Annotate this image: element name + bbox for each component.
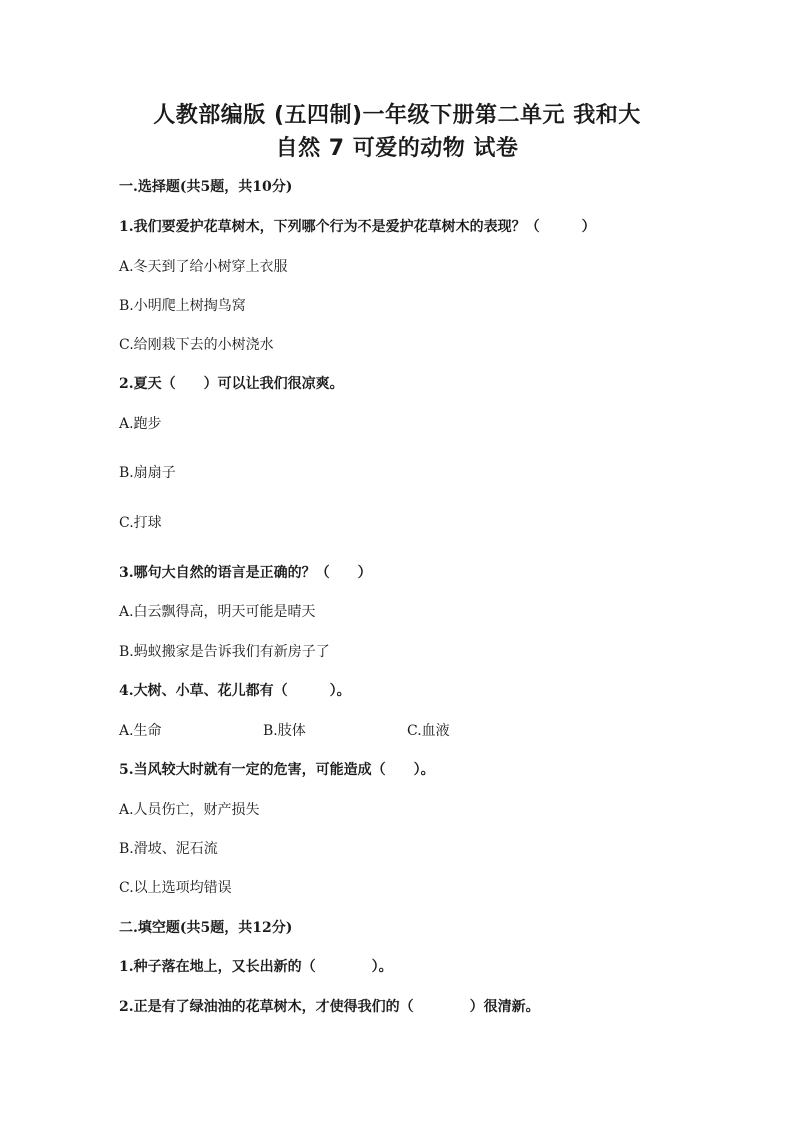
question-4: 4.大树、小草、花儿都有（ ）。: [119, 683, 351, 699]
question-2-option-c: C.打球: [119, 515, 162, 531]
question-3: 3.哪句大自然的语言是正确的？（ ）: [119, 565, 372, 581]
question-4-option-b: B.肢体: [263, 723, 306, 739]
question-1-option-c: C.给刚栽下去的小树浇水: [119, 337, 274, 353]
title-line-1: 人教部编版 (五四制)一年级下册第二单元 我和大: [153, 103, 641, 128]
question-2: 2.夏天（ ）可以让我们很凉爽。: [119, 376, 344, 392]
question-2-option-a: A.跑步: [119, 416, 162, 432]
question-1-option-a: A.冬天到了给小树穿上衣服: [119, 259, 288, 275]
question-2-option-b: B.扇扇子: [119, 465, 176, 481]
title-line-2: 自然 7 可爱的动物 试卷: [275, 136, 519, 161]
question-5-option-c: C.以上选项均错误: [119, 880, 232, 896]
question-4-option-a: A.生命: [119, 723, 162, 739]
question-3-option-a: A.白云飘得高，明天可能是晴天: [119, 604, 316, 620]
section-header: 二.填空题(共5题，共12分): [119, 920, 293, 936]
question-3-option-b: B.蚂蚁搬家是告诉我们有新房子了: [119, 644, 330, 660]
question-5-option-b: B.滑坡、泥石流: [119, 841, 218, 857]
question-5: 5.当风较大时就有一定的危害，可能造成（ ）。: [119, 762, 435, 778]
question-4-option-c: C.血液: [407, 723, 450, 739]
fill-question-2: 2.正是有了绿油油的花草树木，才使得我们的（ ）很清新。: [119, 999, 540, 1015]
section-header: 一.选择题(共5题，共10分): [119, 179, 293, 195]
question-5-option-a: A.人员伤亡，财产损失: [119, 802, 260, 818]
question-1: 1.我们要爱护花草树木，下列哪个行为不是爱护花草树木的表现？（ ）: [119, 219, 596, 235]
fill-question-1: 1.种子落在地上，又长出新的（ ）。: [119, 959, 393, 975]
question-1-option-b: B.小明爬上树掏鸟窝: [119, 298, 246, 314]
